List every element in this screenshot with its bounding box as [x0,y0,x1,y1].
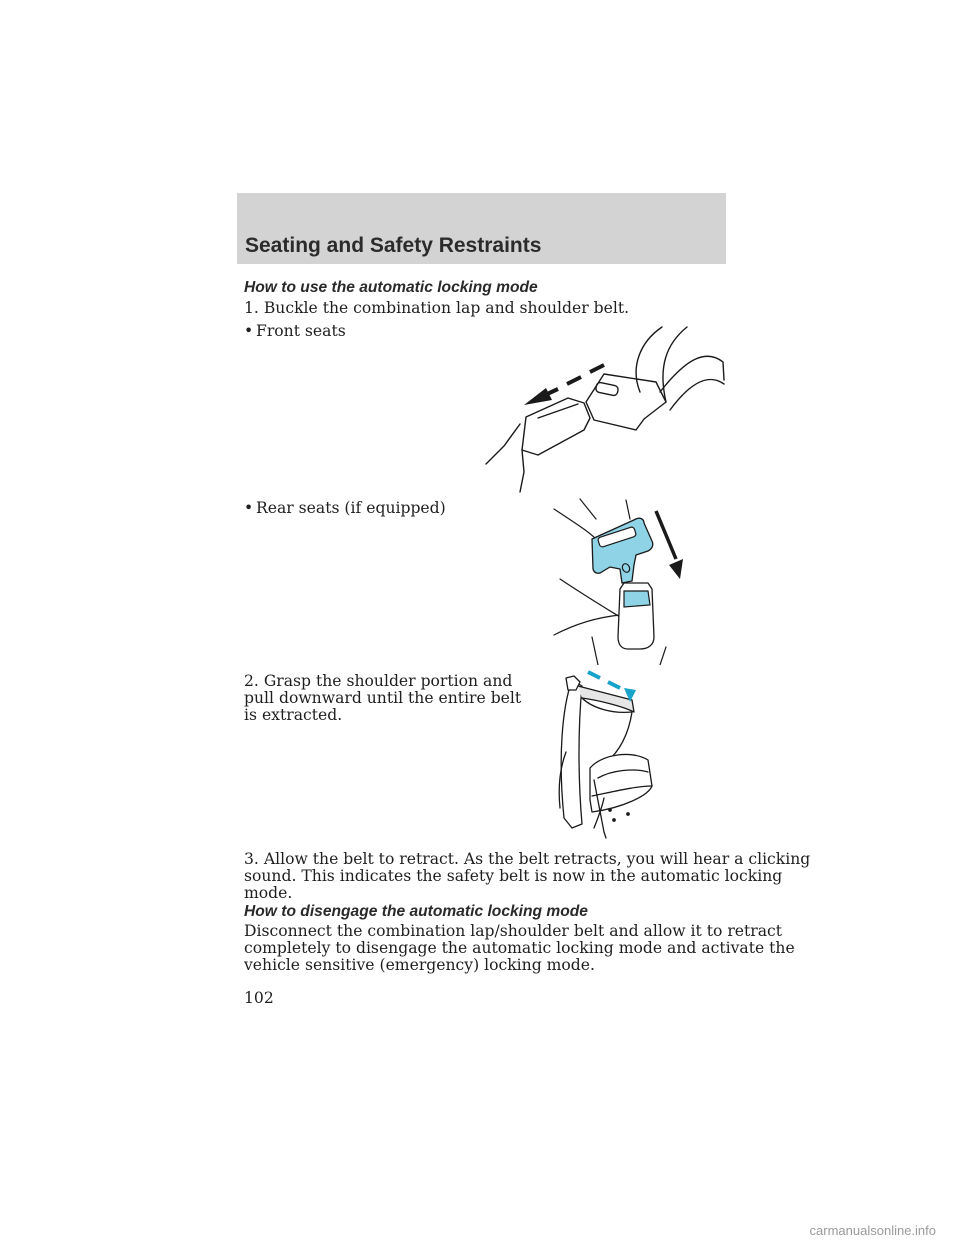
bullet-rear-seats [244,500,446,517]
step-3-line-1: 3. Allow the belt to retract. As the belt retracts, you will hear a clicking [244,850,811,868]
page-number: 102 [244,989,274,1007]
rear-seat-buckle-illustration [552,497,712,665]
step-3-line-2: sound. This indicates the safety belt is now in the automatic locking [244,867,783,885]
footer-watermark: carmanualsonline.info [809,1223,936,1238]
section-title: Seating and Safety Restraints [245,234,542,257]
heading-automatic-locking: How to use the automatic locking mode [244,279,538,296]
section-header-band [237,193,726,264]
heading-disengage-locking: How to disengage the automatic locking mode [244,903,588,920]
step-2-line-2: pull downward until the entire belt [244,689,522,707]
disengage-line-1: Disconnect the combination lap/shoulder belt and allow it to retract [244,922,783,940]
disengage-line-2: completely to disengage the automatic locking mode and activate the [244,939,795,957]
rear-seats-label: Rear seats (if equipped) [256,499,446,517]
bullet-mark: • [244,322,254,340]
disengage-line-3: vehicle sensitive (emergency) locking mode. [244,956,595,974]
front-seats-label: Front seats [256,322,346,340]
step-2-line-1: 2. Grasp the shoulder portion and [244,672,513,690]
seat-shoulder-belt-illustration [552,668,664,840]
bullet-mark: • [244,499,254,517]
step-2-line-3: is extracted. [244,706,343,724]
bullet-front-seats [244,323,346,340]
step-3-line-3: mode. [244,884,293,902]
front-seat-buckle-illustration [480,322,730,497]
step-1-text: 1. Buckle the combination lap and shoulder belt. [244,299,630,317]
